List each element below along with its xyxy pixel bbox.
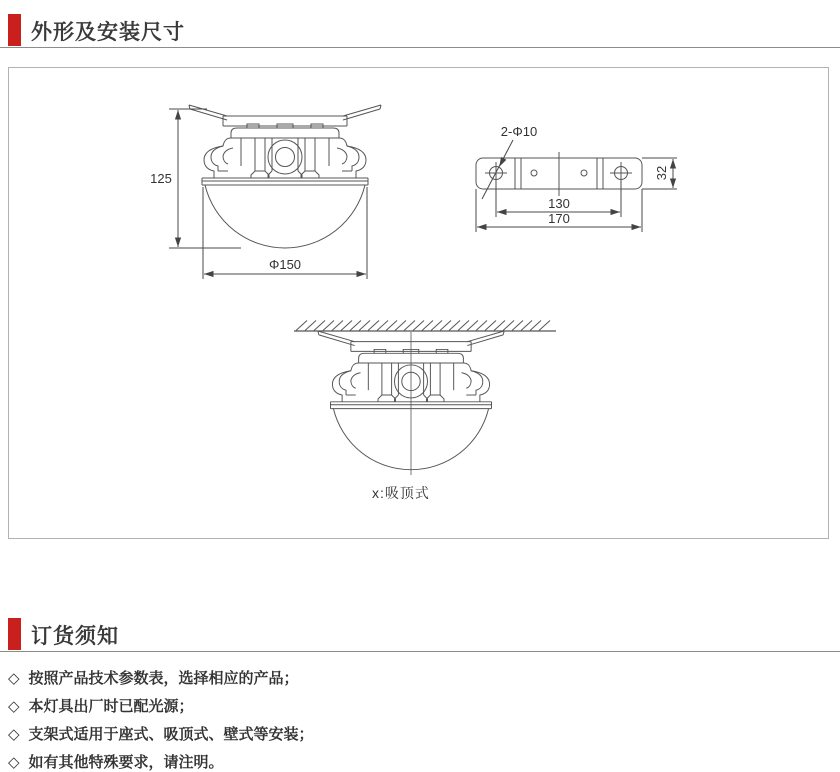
bracket-plate-dimensions [476,140,677,232]
diamond-bullet-icon: ◇ [8,726,20,743]
ceiling-hatch-pattern [296,321,550,331]
ordering-note-text: 按照产品技术参数表，选择相应的产品； [28,670,299,687]
dimensions-section-title: 外形及安装尺寸 [31,21,185,44]
ordering-note-text: 本灯具出厂时已配光源； [28,698,194,715]
front-height-dim-label: 125 [150,171,172,186]
bracket-length-dim-label: 170 [548,211,570,226]
front-view-dimensions [169,109,367,279]
bracket-plate-drawing [476,124,677,232]
front-view-drawing [150,105,381,279]
diamond-bullet-icon: ◇ [8,670,20,687]
diamond-bullet-icon: ◇ [8,754,20,771]
red-accent-bar [8,618,21,650]
section-divider [0,47,840,48]
section-divider [0,651,840,652]
ordering-note-text: 支架式适用于座式、吸顶式、壁式等安装； [28,726,314,743]
list-item [8,749,828,772]
technical-drawing-svg [9,68,828,538]
technical-drawing-panel [8,67,829,539]
bracket-holes-dim-label: 2-Φ10 [500,124,538,139]
bracket-hole-spacing-dim-label: 130 [548,196,570,211]
ceiling-view-drawing [294,321,556,502]
ordering-note-text: 如有其他特殊要求，请注明。 [28,754,224,771]
bracket-width-dim-label: 32 [654,165,669,181]
ordering-section-title: 订货须知 [31,625,119,648]
front-diameter-dim-label: Φ150 [268,257,302,272]
diamond-bullet-icon: ◇ [8,698,20,715]
ordering-notes-list [8,665,828,772]
list-item [8,665,828,693]
ceiling-view-caption: x:吸顶式 [372,485,430,501]
list-item [8,721,828,749]
red-accent-bar [8,14,21,46]
list-item [8,693,828,721]
